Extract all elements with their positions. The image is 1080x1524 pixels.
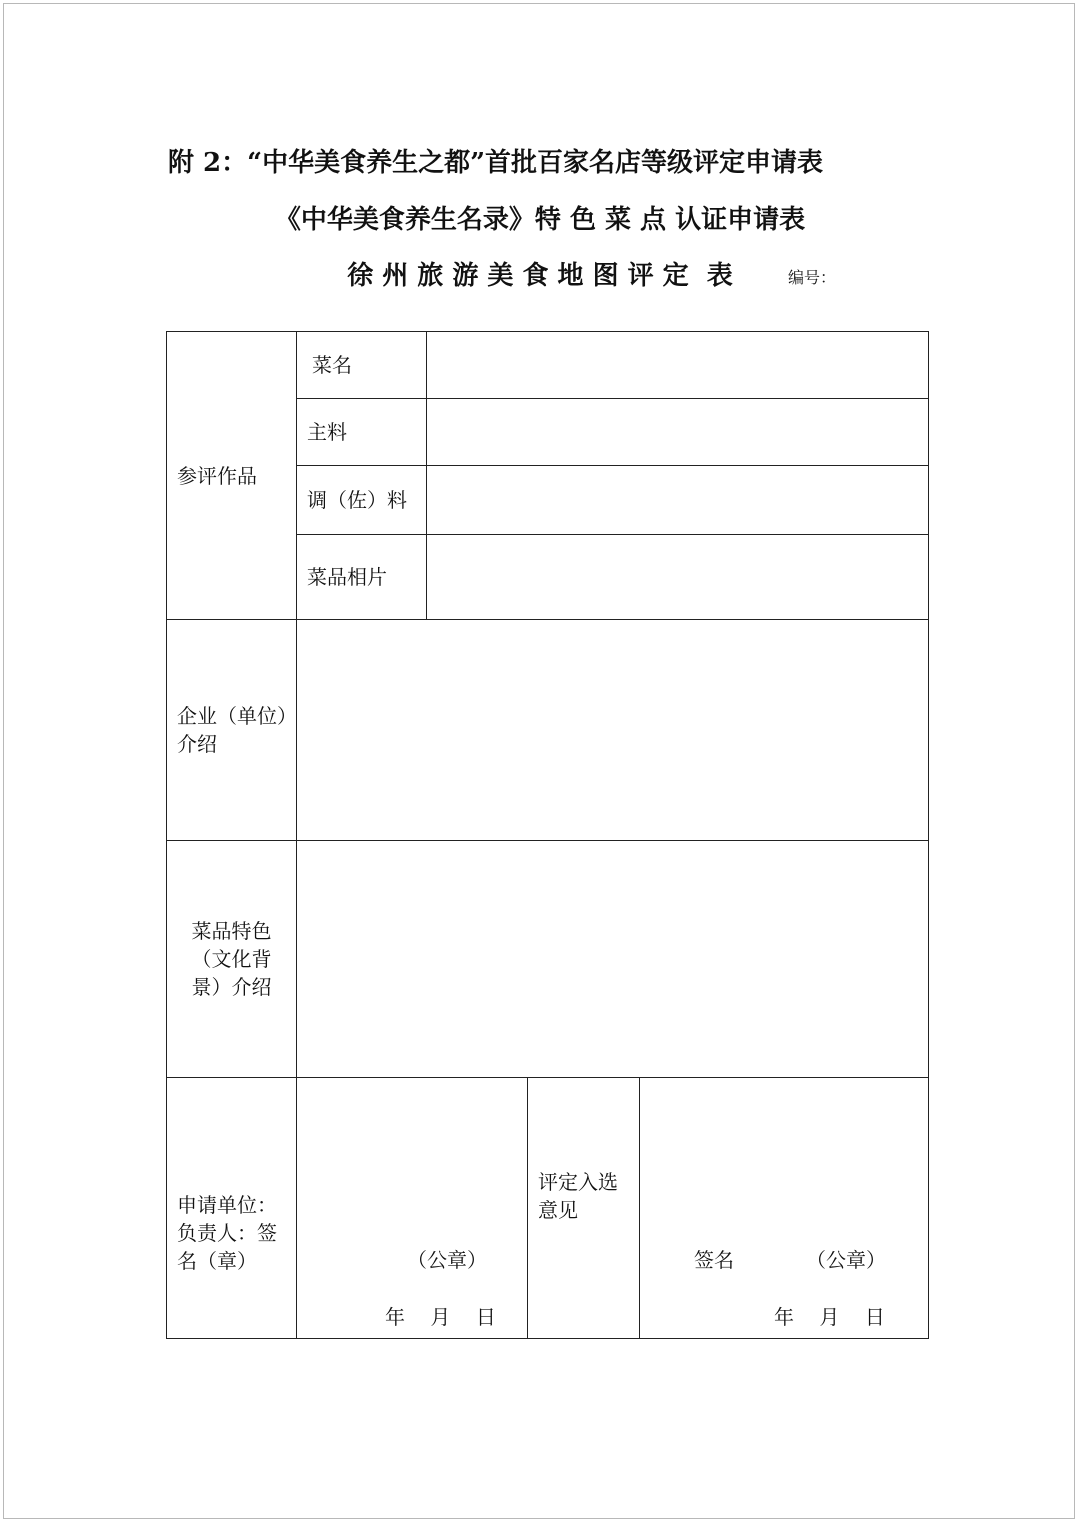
applicant-seal-field[interactable] (297, 1078, 528, 1339)
company-intro-label: 企业（单位）介绍 (167, 620, 297, 841)
dish-photo-label: 菜品相片 (297, 535, 427, 620)
dish-features-field[interactable] (297, 841, 929, 1078)
dish-name-field[interactable] (427, 332, 929, 399)
application-form-table (166, 331, 929, 1339)
serial-number-label: 编号： (788, 268, 837, 287)
review-opinion-label: 评定入选意见 (528, 1078, 640, 1339)
seasonings-field[interactable] (427, 466, 929, 535)
title-line-3: 徐 州 旅 游 美 食 地 图 评 定 表 (347, 261, 733, 291)
entry-section-label: 参评作品 (167, 332, 297, 620)
main-ingredients-label: 主料 (297, 399, 427, 466)
official-seal-label-2: （公章） (806, 1248, 886, 1272)
review-seal-field[interactable] (640, 1078, 929, 1339)
official-seal-label: （公章） (407, 1248, 487, 1272)
date-label-2: 年 月 日 (774, 1305, 885, 1329)
title-line-1: 附 2：“中华美食养生之都”首批百家名店等级评定申请表 (168, 148, 824, 178)
dish-name-label: 菜名 (297, 332, 427, 399)
signature-label: 签名 (694, 1248, 734, 1272)
company-intro-field[interactable] (297, 620, 929, 841)
dish-photo-field[interactable] (427, 535, 929, 620)
applicant-label: 申请单位：负责人：签名（章） (167, 1078, 297, 1339)
title-line-2: 《中华美食养生名录》特 色 菜 点 认证申请表 (274, 205, 806, 235)
main-ingredients-field[interactable] (427, 399, 929, 466)
dish-features-label: 菜品特色（文化背景）介绍 (167, 841, 297, 1078)
seasonings-label: 调（佐）料 (297, 466, 427, 535)
date-label: 年 月 日 (385, 1305, 496, 1329)
